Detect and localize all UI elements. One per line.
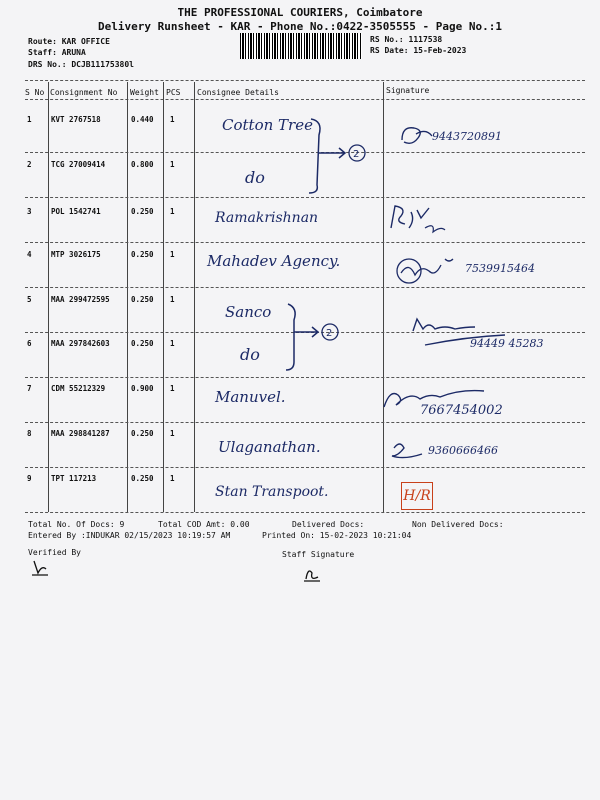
handwritten-consignee: do [240,345,260,364]
bracket-arrow-icon [282,300,352,372]
col-weight: Weight [130,88,159,97]
handwritten-consignee: Cotton Tree [222,116,313,134]
row-weight: 0.250 [131,295,154,304]
row-sno: 2 [27,160,32,169]
col-divider [194,82,195,512]
row-weight: 0.250 [131,339,154,348]
verified-by-label: Verified By [28,548,81,557]
handwritten-consignee: Sanco [225,303,272,321]
row-rule [25,242,585,243]
total-docs: Total No. Of Docs: 9 [28,520,125,529]
non-delivered-docs: Non Delivered Docs: [412,520,504,529]
col-divider [383,82,384,512]
entered-by: Entered By :INDUKAR 02/15/2023 10:19:57 AM [28,531,231,540]
row-pcs: 1 [170,160,175,169]
signature-scribble [395,255,465,287]
stamp-hr: H/R [401,482,433,510]
handwritten-consignee: do [245,168,265,187]
company-title: THE PROFESSIONAL COURIERS, Coimbatore [177,6,423,19]
handwritten-consignee: Manuvel. [215,388,286,406]
svg-text:2: 2 [326,328,333,339]
header-rule [25,99,585,100]
table-top-rule [25,80,585,81]
svg-text:2: 2 [353,149,360,160]
row-weight: 0.800 [131,160,154,169]
signature-scribble [385,200,465,240]
row-consignment: CDM 55212329 [51,384,106,393]
row-pcs: 1 [170,429,175,438]
col-divider [127,82,128,512]
row-sno: 7 [27,384,32,393]
signature-phone: 7539915464 [465,262,535,275]
row-pcs: 1 [170,207,175,216]
row-pcs: 1 [170,295,175,304]
staff-label: Staff: ARUNA [28,48,86,57]
row-weight: 0.440 [131,115,154,124]
row-sno: 9 [27,474,32,483]
handwritten-consignee: Ulaganathan. [218,438,321,456]
row-rule [25,422,585,423]
col-divider [163,82,164,512]
verified-signature [30,557,52,579]
col-divider [48,82,49,512]
row-sno: 8 [27,429,32,438]
col-consignee: Consignee Details [197,88,279,97]
handwritten-consignee: Mahadev Agency. [207,252,341,270]
row-pcs: 1 [170,339,175,348]
total-cod: Total COD Amt: 0.00 [158,520,250,529]
row-consignment: MAA 297842603 [51,339,110,348]
handwritten-consignee: Ramakrishnan [215,210,319,226]
row-sno: 1 [27,115,32,124]
printed-on: Printed On: 15-02-2023 10:21:04 [262,531,412,540]
row-consignment: MAA 298841287 [51,429,110,438]
staff-signature [302,565,324,585]
runsheet-subtitle: Delivery Runsheet - KAR - Phone No.:0422-3505555 - Page No.:1 [98,20,502,33]
row-sno: 5 [27,295,32,304]
row-sno: 6 [27,339,32,348]
row-consignment: TPT 117213 [51,474,97,483]
col-pcs: PCS [166,88,181,97]
signature-scribble [388,438,428,464]
barcode [240,33,362,59]
row-rule [25,287,585,288]
row-consignment: MAA 299472595 [51,295,110,304]
row-consignment: MTP 3026175 [51,250,101,259]
col-sno: S No [25,88,45,97]
rs-number: RS No.: 1117538 [370,35,443,44]
row-weight: 0.250 [131,474,154,483]
row-consignment: TCG 27009414 [51,160,106,169]
signature-phone: 9443720891 [432,130,502,143]
row-rule [25,377,585,378]
row-rule [25,197,585,198]
drs-label: DRS No.: DCJB11175380l [28,60,134,69]
signature-phone: 94449 45283 [470,337,544,350]
row-consignment: KVT 2767518 [51,115,101,124]
rs-date: RS Date: 15-Feb-2023 [370,46,467,55]
row-rule [25,467,585,468]
row-sno: 4 [27,250,32,259]
row-pcs: 1 [170,115,175,124]
bracket-arrow-icon [305,115,375,195]
signature-phone: 9360666466 [428,444,498,457]
row-weight: 0.250 [131,429,154,438]
table-bottom-rule [25,512,585,513]
route-label: Route: KAR OFFICE [28,37,110,46]
row-consignment: POL 1542741 [51,207,101,216]
handwritten-consignee: Stan Transpoot. [215,484,329,500]
row-pcs: 1 [170,250,175,259]
col-consignment: Consignment No [50,88,118,97]
col-signature: Signature [386,86,430,95]
row-weight: 0.250 [131,250,154,259]
signature-phone: 7667454002 [420,403,503,418]
row-weight: 0.900 [131,384,154,393]
row-pcs: 1 [170,384,175,393]
staff-signature-label: Staff Signature [282,550,355,559]
row-weight: 0.250 [131,207,154,216]
row-pcs: 1 [170,474,175,483]
delivered-docs: Delivered Docs: [292,520,365,529]
row-sno: 3 [27,207,32,216]
